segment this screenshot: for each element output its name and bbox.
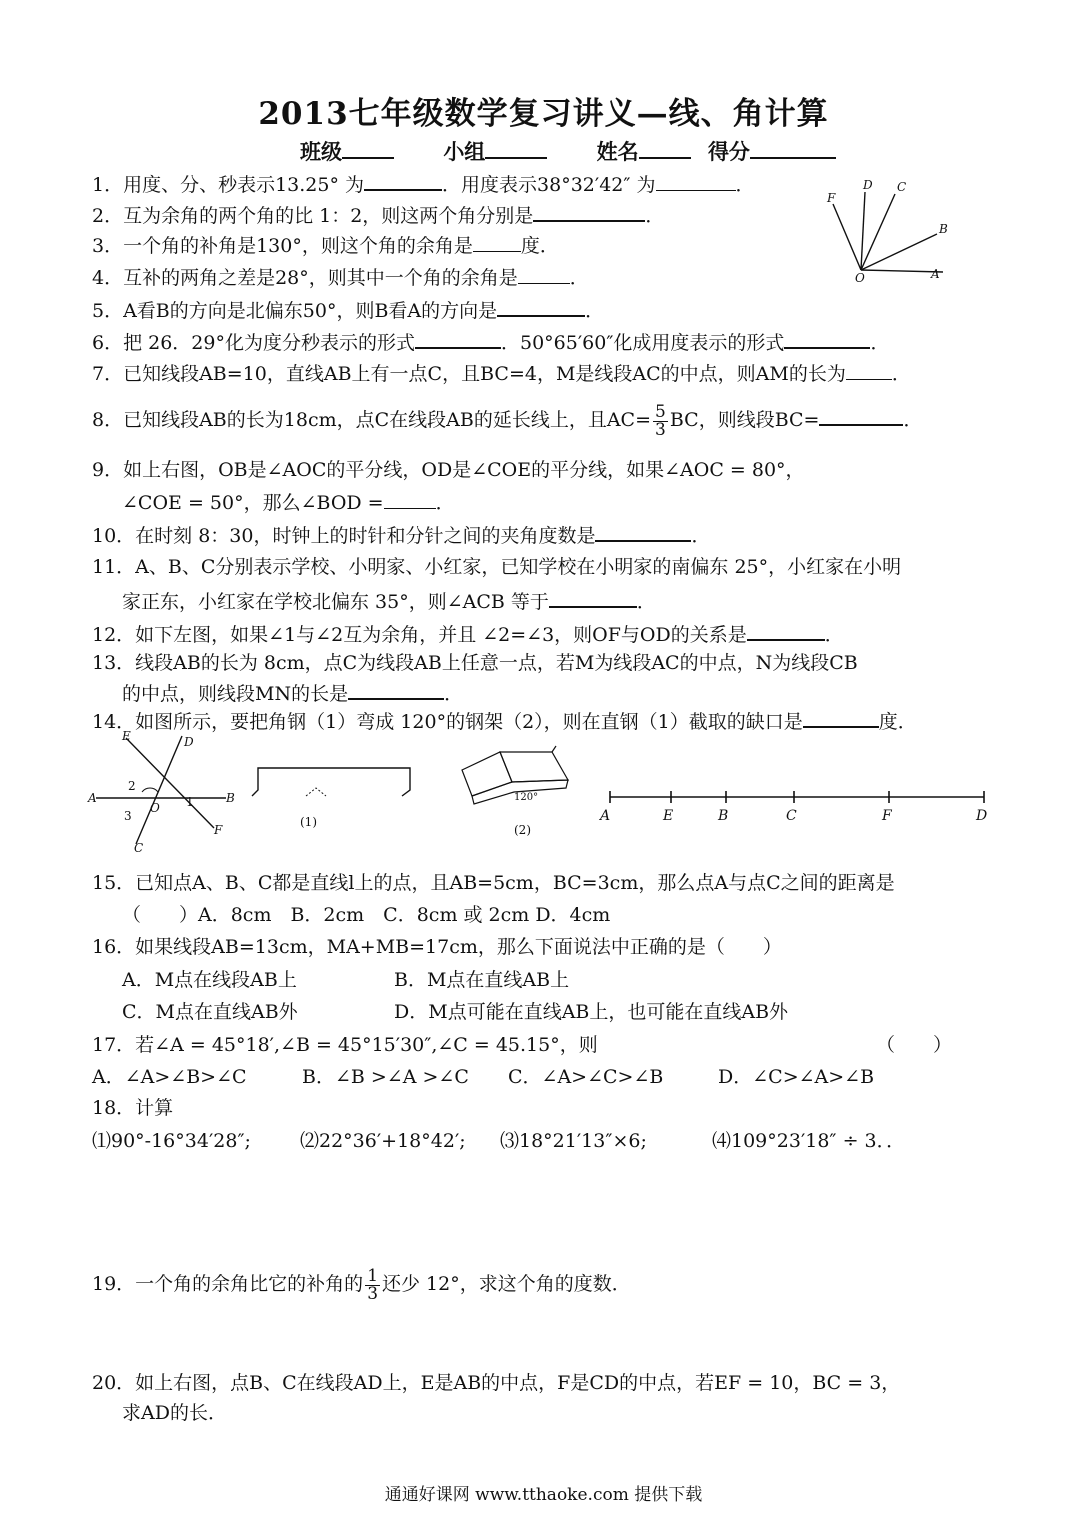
question-10: 10．在时刻 8：30，时钟上的时针和分针之间的夹角度数是 ． (92, 522, 711, 547)
question-7: 7．已知线段AB=10，直线AB上有一点C，且BC=4，M是线段AC的中点，则AM的长为 ． (92, 363, 911, 385)
question-5: 5．A看B的方向是北偏东50°，则B看A的方向是 ． (92, 297, 604, 322)
fraction-5-3: $\frac{5}{3}$ (655, 401, 666, 440)
question-16-options-ab: A．M点在线段AB上 B．M点在直线AB上 (122, 969, 570, 991)
question-4: 4．互补的两角之差是28°，则其中一个角的余角是 ． (92, 267, 589, 289)
question-17-paren: （ ） (876, 1034, 953, 1056)
group-blank (485, 137, 547, 159)
question-17: 17．若∠A = 45°18′,∠B = 45°15′30″,∠C = 45.15°，则 (92, 1034, 598, 1056)
steel-bent-figure (452, 744, 582, 838)
rays-label-c: C (897, 180, 907, 194)
rays-label-d: D (863, 178, 873, 192)
class-blank (342, 137, 394, 159)
question-8: 8．已知线段AB的长为18cm，点C在线段AB的延长线上，且AC= $\frac{5}{3}$ BC，则线段BC= ． (92, 401, 923, 440)
steel-2-angle: 120° (514, 792, 539, 803)
steel-straight-figure (246, 760, 422, 836)
student-info (300, 136, 836, 166)
question-16-options-cd: C．M点在直线AB外 D．M点可能在直线AB上，也可能在直线AB外 (122, 1001, 789, 1023)
rays-label-o: O (855, 271, 865, 285)
angles-label-e: E (122, 729, 131, 743)
segment-label-a: A (600, 808, 611, 824)
question-20-cont: 求AD的长． (122, 1402, 227, 1424)
angles-label-f: F (214, 823, 223, 837)
steel-1-label: (1) (300, 815, 317, 829)
score-blank (750, 137, 836, 159)
angles-figure (86, 728, 246, 856)
question-17-options: A．∠A>∠B>∠C B．∠B >∠A >∠C C．∠A>∠C>∠B D．∠C>∠A>∠B (92, 1066, 875, 1088)
question-9: 9．如上右图，OB是∠AOC的平分线，OD是∠COE的平分线，如果∠AOC = 80°， (92, 459, 805, 481)
angles-label-d: D (184, 735, 194, 749)
question-3: 3．一个角的补角是130°，则这个角的余角是 度． (92, 235, 559, 257)
question-1: 1．用度、分、秒表示13.25° 为 ．用度表示38°32′42″ 为 ． (92, 171, 755, 196)
page-title: 2013七年级数学复习讲义—线、角计算 (258, 96, 829, 132)
angles-label-c: C (134, 841, 144, 855)
question-19: 19．一个角的余角比它的补角的 $\frac{1}{3}$ 还少 12°，求这个角的度数． (92, 1265, 631, 1304)
segment-label-f: F (882, 808, 892, 824)
question-14: 14．如图所示，要把角钢（1）弯成 120°的钢架（2），则在直钢（1）截取的缺口是 度． (92, 708, 917, 733)
fraction-1-3: $\frac{1}{3}$ (367, 1265, 379, 1304)
question-15: 15．已知点A、B、C都是直线l上的点，且AB=5cm，BC=3cm，那么点A与点C之间的距离是 (92, 872, 895, 894)
angles-label-a: A (88, 791, 97, 805)
question-6: 6．把 26．29°化为度分秒表示的形式 ．50°65′60″化成用度表示的形式 ． (92, 329, 889, 354)
rays-label-f: F (827, 191, 836, 205)
rays-figure (815, 178, 965, 288)
name-label: 姓名 (596, 139, 639, 164)
score-label: 得分 (707, 139, 750, 164)
question-20: 20．如上右图，点B、C在线段AD上，E是AB的中点，F是CD的中点，若EF = 10，BC = 3， (92, 1372, 901, 1394)
question-18-items: ⑴90°-16°34′28″; ⑵22°36′+18°42′; ⑶18°21′13″×6; ⑷109°23′18″ ÷ 3．． (92, 1130, 906, 1152)
class-label: 班级 (300, 139, 342, 164)
footer-credit: 通通好课网 www.tthaoke.com 提供下载 (384, 1485, 703, 1505)
question-13: 13．线段AB的长为 8cm，点C为线段AB上任意一点，若M为线段AC的中点，N为线段CB (92, 652, 858, 674)
angles-label-o: O (150, 801, 160, 815)
question-18: 18．计算 (92, 1097, 174, 1119)
segment-label-c: C (786, 808, 797, 824)
segment-figure (592, 786, 998, 826)
angles-label-2: 2 (128, 779, 136, 793)
group-label: 小组 (443, 139, 486, 164)
angles-label-3: 3 (124, 809, 132, 823)
angles-label-b: B (226, 791, 235, 805)
angles-label-1: 1 (186, 795, 194, 809)
steel-2-label: (2) (514, 823, 531, 837)
rays-label-b: B (939, 222, 948, 236)
question-2: 2．互为余角的两个角的比 1：2，则这两个角分别是 ． (92, 202, 664, 227)
question-15-options: （ ）A．8cm B．2cm C．8cm 或 2cm D．4cm (122, 904, 611, 926)
segment-label-b: B (718, 808, 729, 824)
question-9-cont: ∠COE = 50°，那么∠BOD = ． (122, 492, 455, 514)
name-blank (639, 137, 691, 159)
question-11-cont: 家正东，小红家在学校北偏东 35°，则∠ACB 等于 ． (122, 588, 656, 613)
segment-label-d: D (976, 808, 988, 824)
question-16: 16．如果线段AB=13cm，MA+MB=17cm，那么下面说法中正确的是（ ） (92, 936, 782, 958)
question-11: 11．A、B、C分别表示学校、小明家、小红家，已知学校在小明家的南偏东 25°，小红家在小明 (92, 556, 902, 578)
question-12: 12．如下左图，如果∠1与∠2互为余角，并且 ∠2=∠3，则OF与OD的关系是 ． (92, 621, 844, 646)
segment-label-e: E (663, 808, 674, 824)
rays-label-a: A (931, 267, 940, 281)
question-13-cont: 的中点，则线段MN的长是 ． (122, 680, 463, 705)
